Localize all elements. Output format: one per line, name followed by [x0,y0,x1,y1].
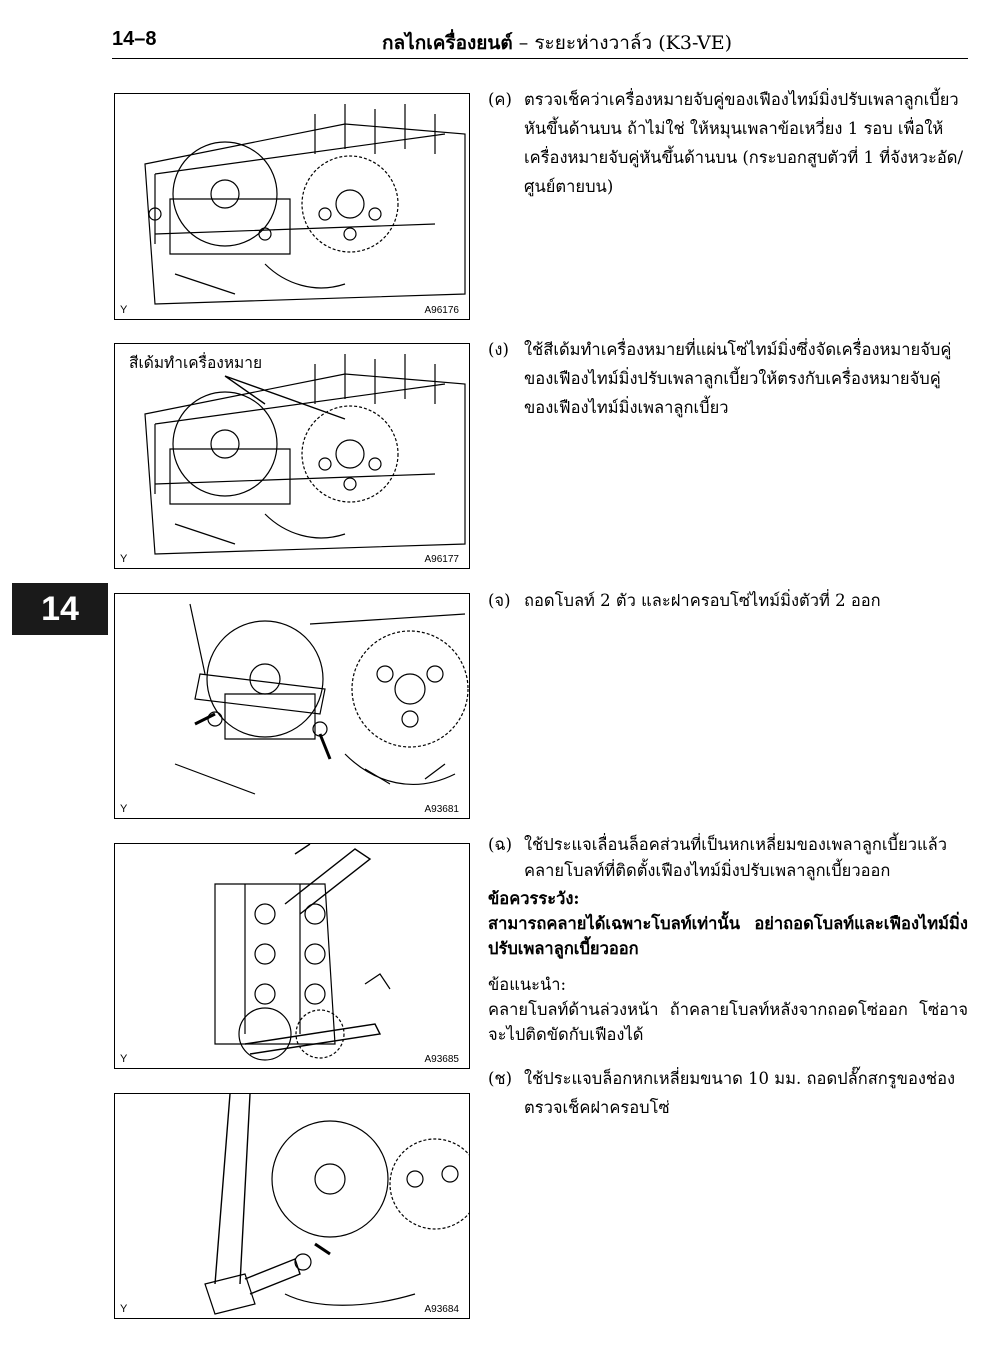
figure-id: A96177 [424,554,459,565]
figure-remove-cover [114,593,470,819]
header-rule [112,58,968,59]
step-ng [488,335,968,422]
figure-id: A93681 [424,804,459,815]
figure-view-label: Y [120,304,128,316]
step-c [488,85,968,201]
caution-text: สามารถคลายได้เฉพาะโบลท์เท่านั้น อย่าถอดโบลท์และเฟืองไทม์มิ่งปรับเพลาลูกเบี้ยวออก [488,914,968,958]
engine-illustration-4 [115,844,469,1068]
hint-text: คลายโบลท์ด้านล่วงหน้า ถ้าคลายโบลท์หลังจากถอดโซ่ออก โซ่อาจจะไปติดขัดกับเฟืองได้ [488,1000,968,1044]
caution-block [488,886,968,961]
engine-illustration-3 [115,594,469,818]
engine-illustration-5 [115,1094,469,1318]
step-label: (ง) [488,340,509,359]
figure-id: A96176 [424,305,459,316]
section-tab: 14 [12,583,108,635]
step-cho [488,1064,968,1122]
page-number: 14–8 [112,28,157,50]
page-title-sub: – ระยะห่างวาล์ว (K3-VE) [512,32,732,54]
step-label: (จ) [488,591,511,610]
step-text: ใช้ประแจบล็อกหกเหลี่ยมขนาด 10 มม. ถอดปลั๊กสกรูของช่องตรวจเช็คฝาครอบโซ่ [524,1069,956,1117]
figure-view-label: Y [120,1053,128,1065]
page-title-main: กลไกเครื่องยนต์ [382,32,513,54]
step-text: ใช้สีเด้มทำเครื่องหมายที่แผ่นโซ่ไทม์มิ่งซึ่งจัดเครื่องหมายจับคู่ของเฟืองไทม์มิ่งปรับเพลาลูกเบี้ยวให้ตรงกับเครื่องหมายจับคู่ของเฟืองไทม์มิ่งเพลาลูกเบี้ยว [524,340,952,417]
page-title [382,28,732,58]
figure-id: A93684 [424,1304,459,1315]
caution-heading: ข้อควรระวัง: [488,889,580,908]
hint-heading: ข้อแนะนำ: [488,975,567,994]
step-label: (ช) [488,1069,513,1088]
hint-block [488,972,968,1047]
figure-remove-plug [114,1093,470,1319]
engine-illustration-2 [115,344,469,568]
figure-id: A93685 [424,1054,459,1065]
page-header [112,28,968,62]
step-text: ถอดโบลท์ 2 ตัว และฝาครอบโซ่ไทม์มิ่งตัวที่ 2 ออก [524,591,881,610]
step-label: (ฉ) [488,835,513,854]
engine-illustration-1 [115,94,469,319]
step-ch [488,586,968,615]
figure-view-label: Y [120,1303,128,1315]
step-label: (ค) [488,90,512,109]
figure-callout: สีเด้มทำเครื่องหมาย [127,350,264,375]
step-text: ใช้ประแจเลื่อนล็อคส่วนที่เป็นหกเหลี่ยมของเพลาลูกเบี้ยวแล้วคลายโบลท์ที่ติดตั้งเฟืองไทม์มิ่งปรับเพลาลูกเบี้ยวออก [524,835,947,880]
step-text: ตรวจเช็คว่าเครื่องหมายจับคู่ของเฟืองไทม์มิ่งปรับเพลาลูกเบี้ยวหันขึ้นด้านบน ถ้าไม่ใช่ ให้หมุนเพลาข้อเหวี่ยง 1 รอบ เพื่อให้เครื่องหมายจับคู่หันขึ้นด้านบน (กระบอกสูบตัวที่ 1 ที่จังหวะอัด/ศูนย์ตายบน) [524,90,964,196]
figure-loosen-bolt [114,843,470,1069]
step-chor [488,832,968,884]
figure-cam-timing-mark [114,93,470,320]
figure-view-label: Y [120,803,128,815]
figure-paint-mark [114,343,470,569]
figure-view-label: Y [120,553,128,565]
